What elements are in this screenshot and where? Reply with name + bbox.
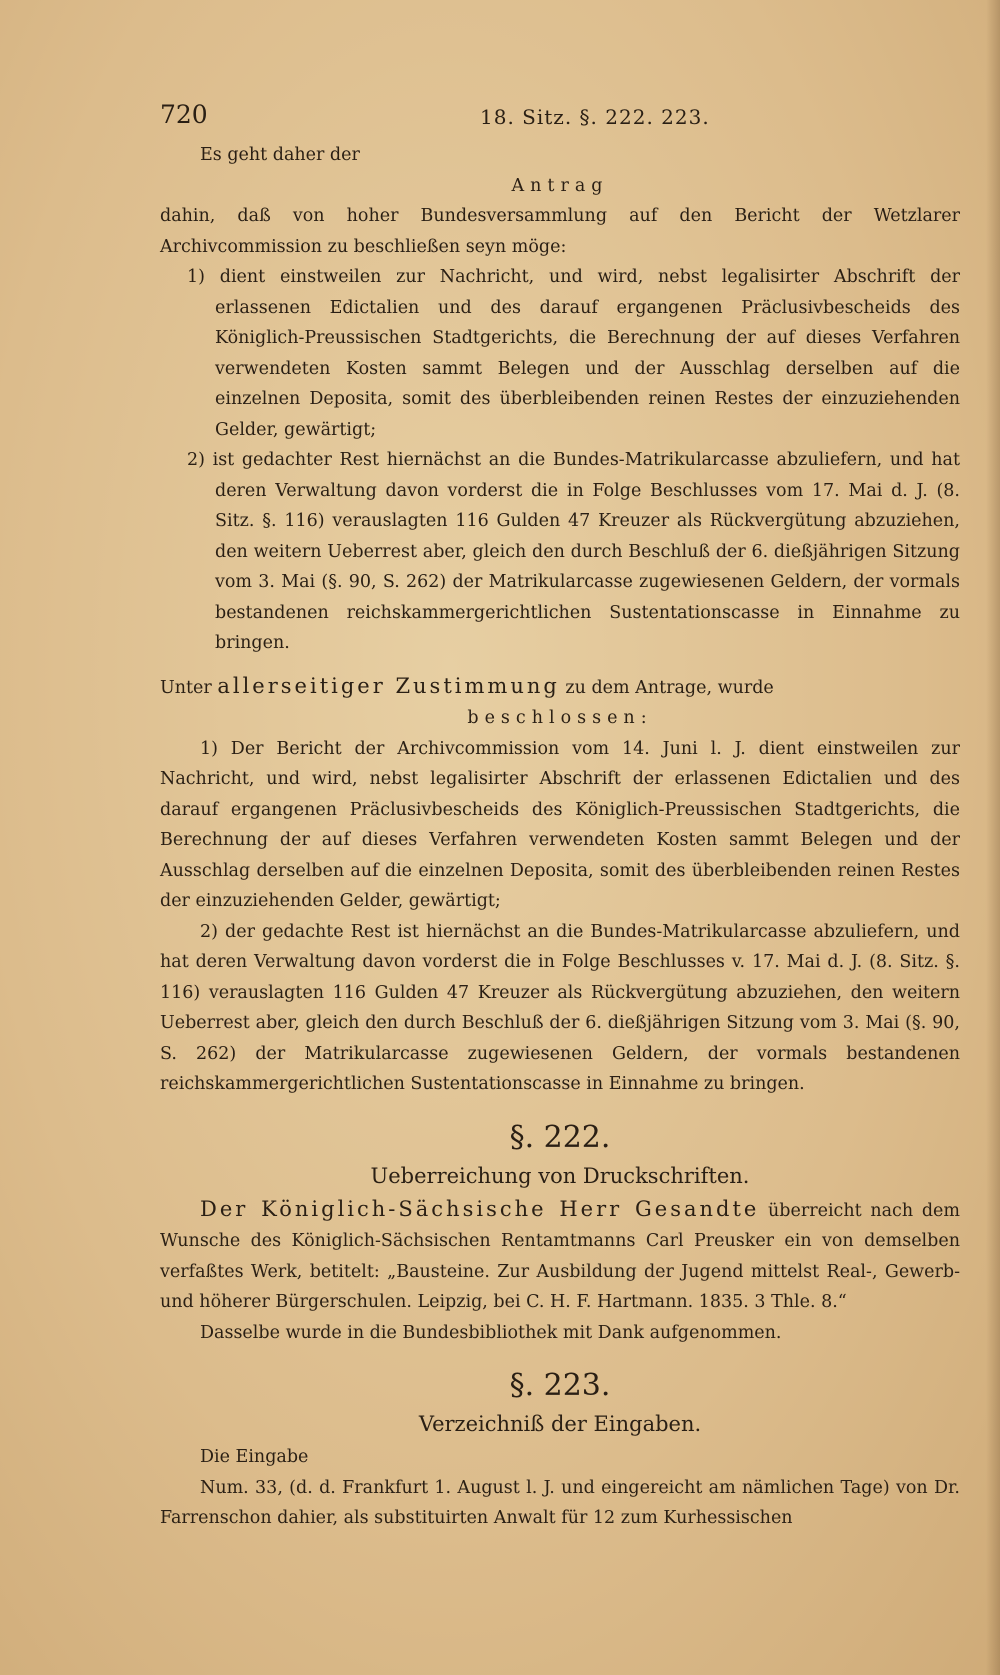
- page-header: [160, 100, 960, 140]
- section-223-number: §. 223.: [509, 1368, 611, 1403]
- page-content: [160, 100, 960, 1534]
- section-222-text: überreicht nach dem Wunsche des Königlich-Sächsischen Rentamtmanns Carl Preusker ein von demselben verfaßtes Werk, betitelt: „Bausteine. Zur Ausbildung der Jugend mittelst Real-, Gewerb- und höherer Bürgerschulen. Leipzig, bei C. H. F. Hartmann. 1835. 3 Thle. 8.“: [160, 1200, 960, 1312]
- antrag-text: dahin, daß von hoher Bundesversammlung auf den Bericht der Wetzlarer Archivcommission zu beschließen seyn möge:: [160, 206, 960, 257]
- beschluss-item-2: 2) der gedachte Rest ist hiernächst an die Bundes-Matrikularcasse abzuliefern, und hat deren Verwaltung davon vorderst die in Folge Beschlusses v. 17. Mai d. J. (8. Sitz. §. 116) verauslagten 116 Gulden 47 Kreuzer als Rückvergütung abzuziehen, den weitern Ueberrest aber, gleich den durch Beschluß der 6. dießjährigen Sitzung vom 3. Mai (§. 90, S. 262) der Matrikularcasse zugewiesenen Geldern, der vormals bestandenen reichskammergerichtlichen Sustentationscasse in Einnahme zu bringen.: [160, 921, 960, 1094]
- unter-suffix: zu dem Antrage, wurde: [565, 677, 774, 698]
- beschluss-item-1: 1) Der Bericht der Archivcommission vom 14. Juni l. J. dient einstweilen zur Nachricht, und wird, nebst legalisirter Abschrift der erlassenen Edictalien und des darauf ergangenen Präclusivbescheids des Königlich-Preussischen Stadtgerichts, die Berechnung der auf dieses Verfahren verwendeten Kosten sammt Belegen und der Ausschlag derselben auf die einzelnen Deposita, somit des überbleibenden reinen Restes der einzuziehenden Gelder, gewärtigt;: [160, 738, 960, 911]
- section-222-body: [160, 1194, 960, 1318]
- section-223-line2: Num. 33, (d. d. Frankfurt 1. August l. J. und eingereicht am nämlichen Tage) von Dr. Farrenschon dahier, als substituirten Anwalt für 12 zum Kurhessischen: [160, 1477, 960, 1528]
- antrag-item-1: 1) dient einstweilen zur Nachricht, und wird, nebst legalisirter Abschrift der erlassenen Edictalien und des darauf ergangenen Präclusivbescheids des Königlich-Preussischen Stadtgerichts, die Berechnung der auf dieses Verfahren verwendeten Kosten sammt Belegen und der Ausschlag derselben auf die einzelnen Deposita, somit des überbleibenden reinen Restes der einzuziehenden Gelder, gewärtigt;: [187, 267, 960, 440]
- unter-prefix: Unter: [160, 677, 212, 698]
- page-edge-shadow: [986, 0, 1000, 1675]
- running-head: 18. Sitz. §. 222. 223.: [480, 105, 710, 129]
- section-223-line1: Die Eingabe: [200, 1447, 309, 1467]
- page-number: 720: [160, 100, 208, 129]
- section-223-title: Verzeichniß der Eingaben.: [418, 1412, 702, 1436]
- section-222-title: Ueberreichung von Druckschriften.: [370, 1163, 750, 1188]
- antrag-item-2: 2) ist gedachter Rest hiernächst an die Bundes-Matrikularcasse abzuliefern, und hat deren Verwaltung davon vorderst die in Folge Beschlusses vom 17. Mai d. J. (8. Sitz. §. 116) verauslagten 116 Gulden 47 Kreuzer als Rückvergütung abzuziehen, den weitern Ueberrest aber, gleich den durch Beschluß der 6. dießjährigen Sitzung vom 3. Mai (§. 90, S. 262) der Matrikularcasse zugewiesenen Geldern, der vormals bestandenen reichskammergerichtlichen Sustentationscasse in Einnahme zu bringen.: [187, 450, 960, 653]
- unter-emphasis: allerseitiger Zustimmung: [217, 673, 560, 698]
- antrag-heading: Antrag: [511, 175, 609, 196]
- unter-line: [160, 671, 960, 704]
- section-222-note: Dasselbe wurde in die Bundesbibliothek mit Dank aufgenommen.: [200, 1322, 782, 1343]
- section-222-number: §. 222.: [509, 1119, 611, 1155]
- intro-text: Es geht daher der: [200, 145, 360, 165]
- section-222-lead: Der Königlich-Sächsische Herr Gesandte: [200, 1196, 760, 1221]
- beschlossen-heading: beschlossen:: [467, 708, 653, 728]
